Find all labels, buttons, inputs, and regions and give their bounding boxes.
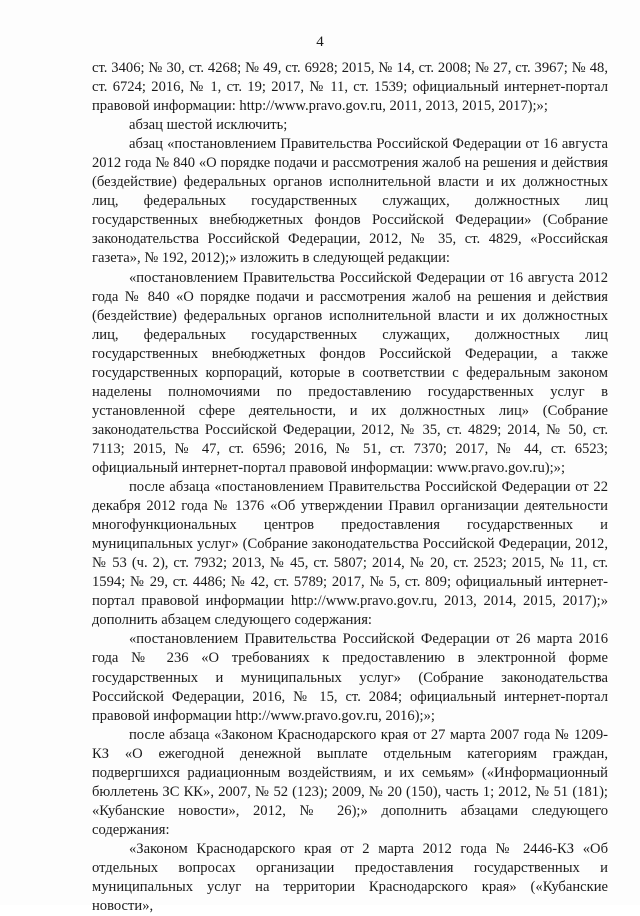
paragraph-6: «постановлением Правительства Российской Федерации от 26 марта 2016 года № 236 «О требованиях к предоставлению в электронной форме государственных и муниципальных услуг» (Собрание законодательства Российской Федерации, 2016, № 15, ст. 2084; официальный интернет-портал правовой информации http://www.pravo.gov.ru, 2016);»; bbox=[92, 631, 608, 724]
paragraph-7: после абзаца «Законом Краснодарского края от 27 марта 2007 года № 1209-КЗ «О ежегодной денежной выплате отдельным категориям граждан, подвергшихся радиационным воздействиям, и их семьям» («Информационный бюллетень ЗС КК», 2007, № 52 (123); 2009, № 20 (150), часть 1; 2012, № 51 (181); «Кубанские новости», 2012, № 26);» дополнить абзацами следующего содержания: bbox=[92, 726, 608, 838]
paragraph-3: абзац «постановлением Правительства Российской Федерации от 16 августа 2012 года № 840 «О порядке подачи и рассмотрения жалоб на решения и действия (бездействие) федеральных органов исполнительной власти и их должностных лиц, федеральных государственных служащих, должностных лиц государственных внебюджетных фондов Российской Федерации» (Собрание законодательства Российской Федерации, 2012, № 35, ст. 4829, «Российская газета», № 192, 2012);» изложить в следующей редакции: bbox=[92, 136, 608, 267]
paragraph-1-continuation: ст. 3406; № 30, ст. 4268; № 49, ст. 6928; 2015, № 14, ст. 2008; № 27, ст. 3967; № 48, ст. 6724; 2016, № 1, ст. 19; 2017, № 11, ст. 1539; официальный интернет-портал правовой информации: http://www.pravo.gov.ru, 2011, 2013, 2015, 2017);»; bbox=[92, 60, 608, 115]
paragraph-2: абзац шестой исключить; bbox=[129, 117, 288, 134]
paragraph-4: «постановлением Правительства Российской Федерации от 16 августа 2012 года № 840 «О порядке подачи и рассмотрения жалоб на решения и действия (бездействие) федеральных органов исполнительной власти и их должностных лиц, федеральных государственных служащих, должностных лиц государственных внебюджетных фондов Российской Федерации, а также государственных корпораций, которые в соответствии с федеральным законом наделены полномочиями по предоставлению государственных услуг в установленной сфере деятельности, и их должностных лиц» (Собрание законодательства Российской Федерации, 2012, № 35, ст. 4829; 2014, № 50, ст. 7113; 2015, № 47, ст. 6596; 2016, № 51, ст. 7370; 2017, № 44, ст. 6523; официальный интернет-портал правовой информации: www.pravo.gov.ru);»; bbox=[92, 269, 608, 476]
document-body bbox=[92, 59, 608, 916]
paragraph-8: «Законом Краснодарского края от 2 марта 2012 года № 2446-КЗ «Об отдельных вопросах организации предоставления государственных и муниципальных услуг на территории Краснодарского края» («Кубанские новости», bbox=[92, 840, 608, 915]
paragraph-5: после абзаца «постановлением Правительства Российской Федерации от 22 декабря 2012 года № 1376 «Об утверждении Правил организации деятельности многофункциональных центров предоставления государственных и муниципальных услуг» (Собрание законодательства Российской Федерации, 2012, № 53 (ч. 2), ст. 7932; 2013, № 45, ст. 5807; 2014, № 20, ст. 2523; 2015, № 11, ст. 1594; № 29, ст. 4486; № 42, ст. 5789; 2017, № 5, ст. 809; официальный интернет-портал правовой информации http://www.pravo.gov.ru, 2013, 2014, 2015, 2017);» дополнить абзацем следующего содержания: bbox=[92, 479, 608, 629]
page-number: 4 bbox=[316, 34, 324, 50]
